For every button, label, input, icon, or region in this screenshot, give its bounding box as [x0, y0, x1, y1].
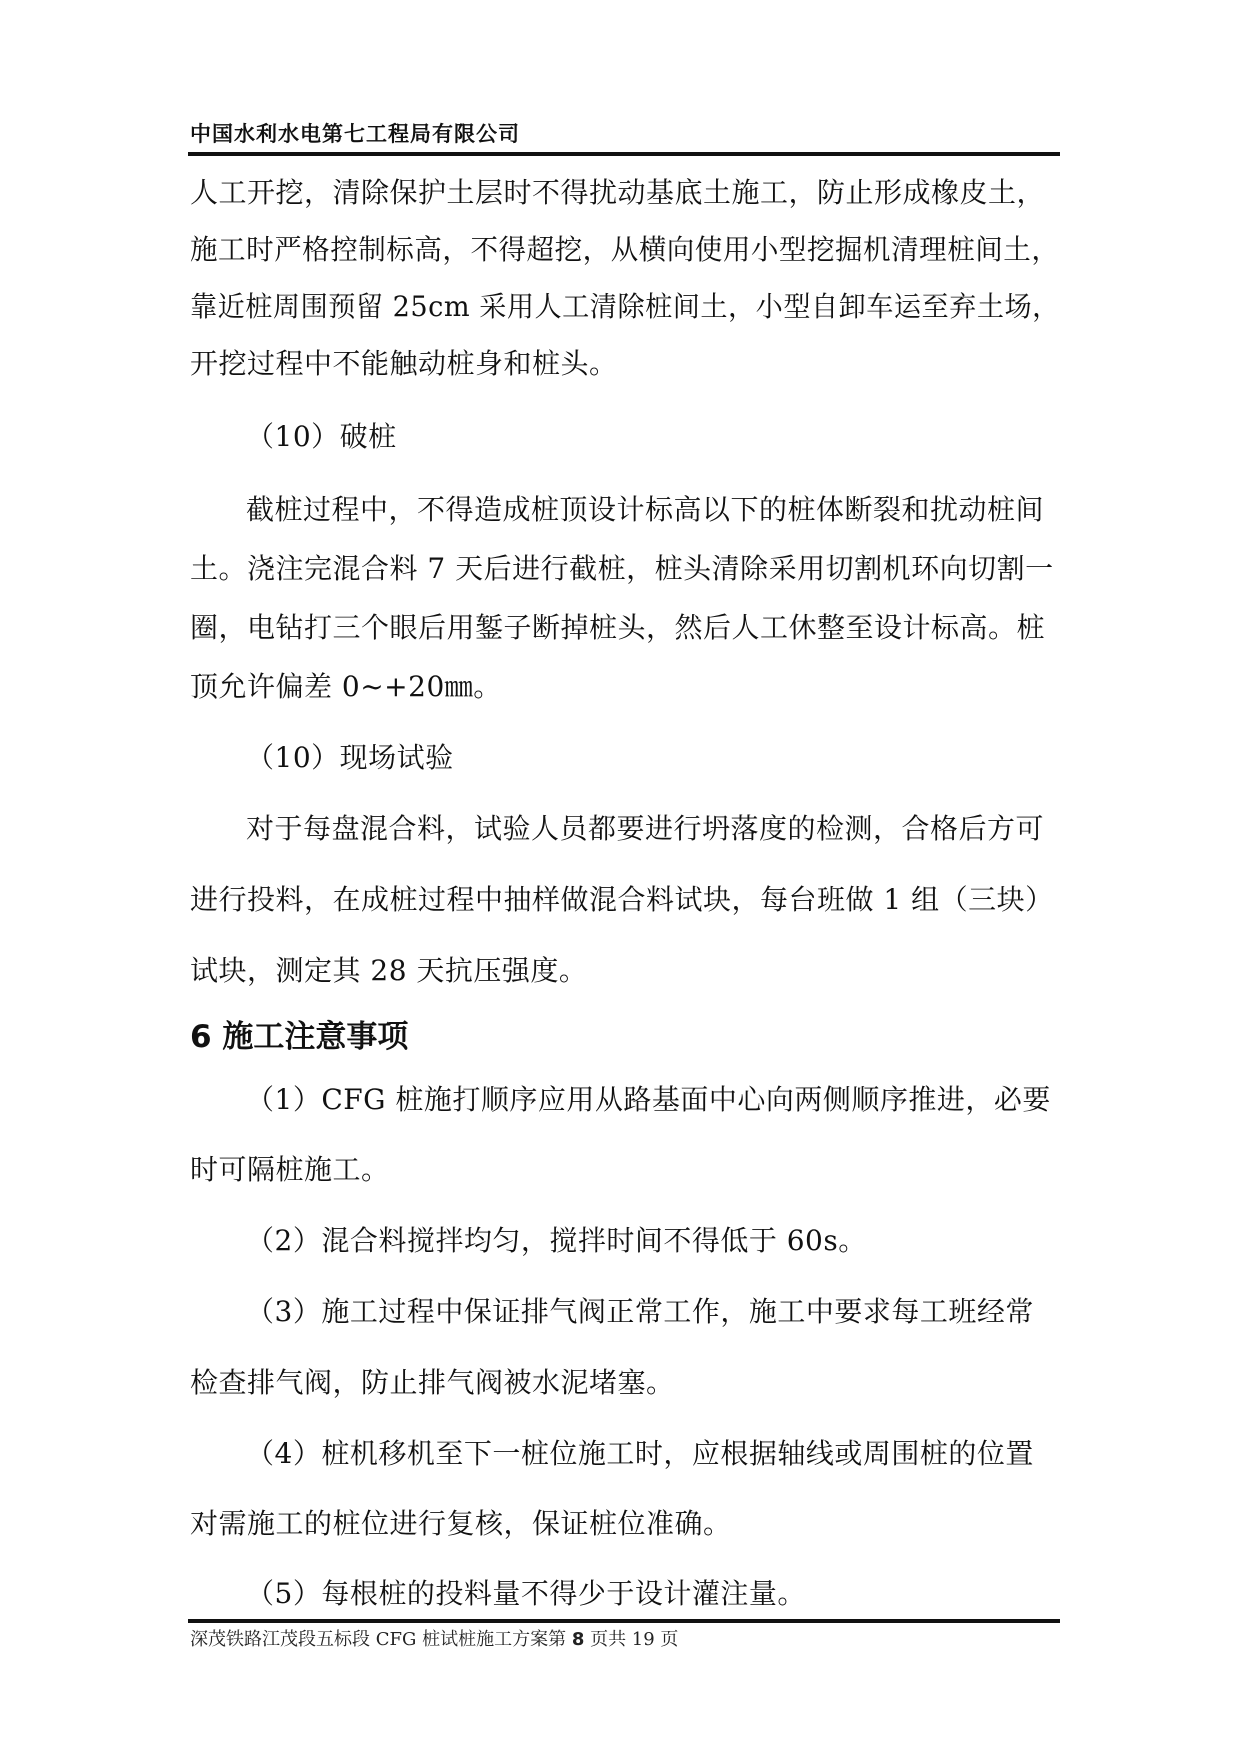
body-line: 人工开挖，清除保护土层时不得扰动基底土施工，防止形成橡皮土， — [190, 176, 1046, 209]
subheading-field-test: （10）现场试验 — [246, 741, 454, 774]
section-line: 对需施工的桩位进行复核，保证桩位准确。 — [190, 1507, 732, 1540]
section-line: （1）CFG 桩施打顺序应用从路基面中心向两侧顺序推进，必要 — [246, 1083, 1051, 1116]
body-line: 靠近桩周围预留 25cm 采用人工清除桩间土，小型自卸车运至弃土场， — [190, 290, 1060, 323]
subheading-break-pile: （10）破桩 — [246, 420, 397, 453]
footer-page-total: 19 — [631, 1629, 655, 1650]
body-line: 土。浇注完混合料 7 天后进行截桩，桩头清除采用切割机环向切割一 — [190, 552, 1054, 585]
section-line: （3）施工过程中保证排气阀正常工作，施工中要求每工班经常 — [246, 1295, 1034, 1328]
section-line: 时可隔桩施工。 — [190, 1153, 390, 1186]
body-line: 截桩过程中，不得造成桩顶设计标高以下的桩体断裂和扰动桩间 — [246, 493, 1045, 526]
body-line: 对于每盘混合料，试验人员都要进行坍落度的检测，合格后方可 — [246, 812, 1045, 845]
section-line: 检查排气阀，防止排气阀被水泥堵塞。 — [190, 1366, 675, 1399]
footer-rule — [188, 1619, 1060, 1623]
header-rule — [188, 152, 1060, 156]
section-heading: 6 施工注意事项 — [190, 1019, 409, 1055]
body-line: 开挖过程中不能触动桩身和桩头。 — [190, 347, 618, 380]
section-line: （5）每根桩的投料量不得少于设计灌注量。 — [246, 1577, 806, 1610]
body-line: 顶允许偏差 0~+20㎜。 — [190, 670, 502, 703]
body-line: 试块，测定其 28 天抗压强度。 — [190, 954, 588, 987]
body-line: 施工时严格控制标高，不得超挖，从横向使用小型挖掘机清理桩间土， — [190, 233, 1060, 266]
body-line: 进行投料，在成桩过程中抽样做混合料试块，每台班做 1 组（三块） — [190, 883, 1054, 916]
footer-suffix: 页 — [654, 1629, 679, 1650]
section-line: （4）桩机移机至下一桩位施工时，应根据轴线或周围桩的位置 — [246, 1437, 1034, 1470]
body-line: 圈，电钻打三个眼后用錾子断掉桩头，然后人工休整至设计标高。桩 — [190, 611, 1046, 644]
page-header-company: 中国水利水电第七工程局有限公司 — [190, 122, 520, 146]
footer-page-current: 8 — [571, 1629, 585, 1650]
page-footer — [190, 1628, 678, 1652]
footer-middle: 页共 — [584, 1629, 632, 1650]
footer-prefix: 深茂铁路江茂段五标段 CFG 桩试桩施工方案第 — [190, 1629, 572, 1650]
section-line: （2）混合料搅拌均匀，搅拌时间不得低于 60s。 — [246, 1224, 867, 1257]
